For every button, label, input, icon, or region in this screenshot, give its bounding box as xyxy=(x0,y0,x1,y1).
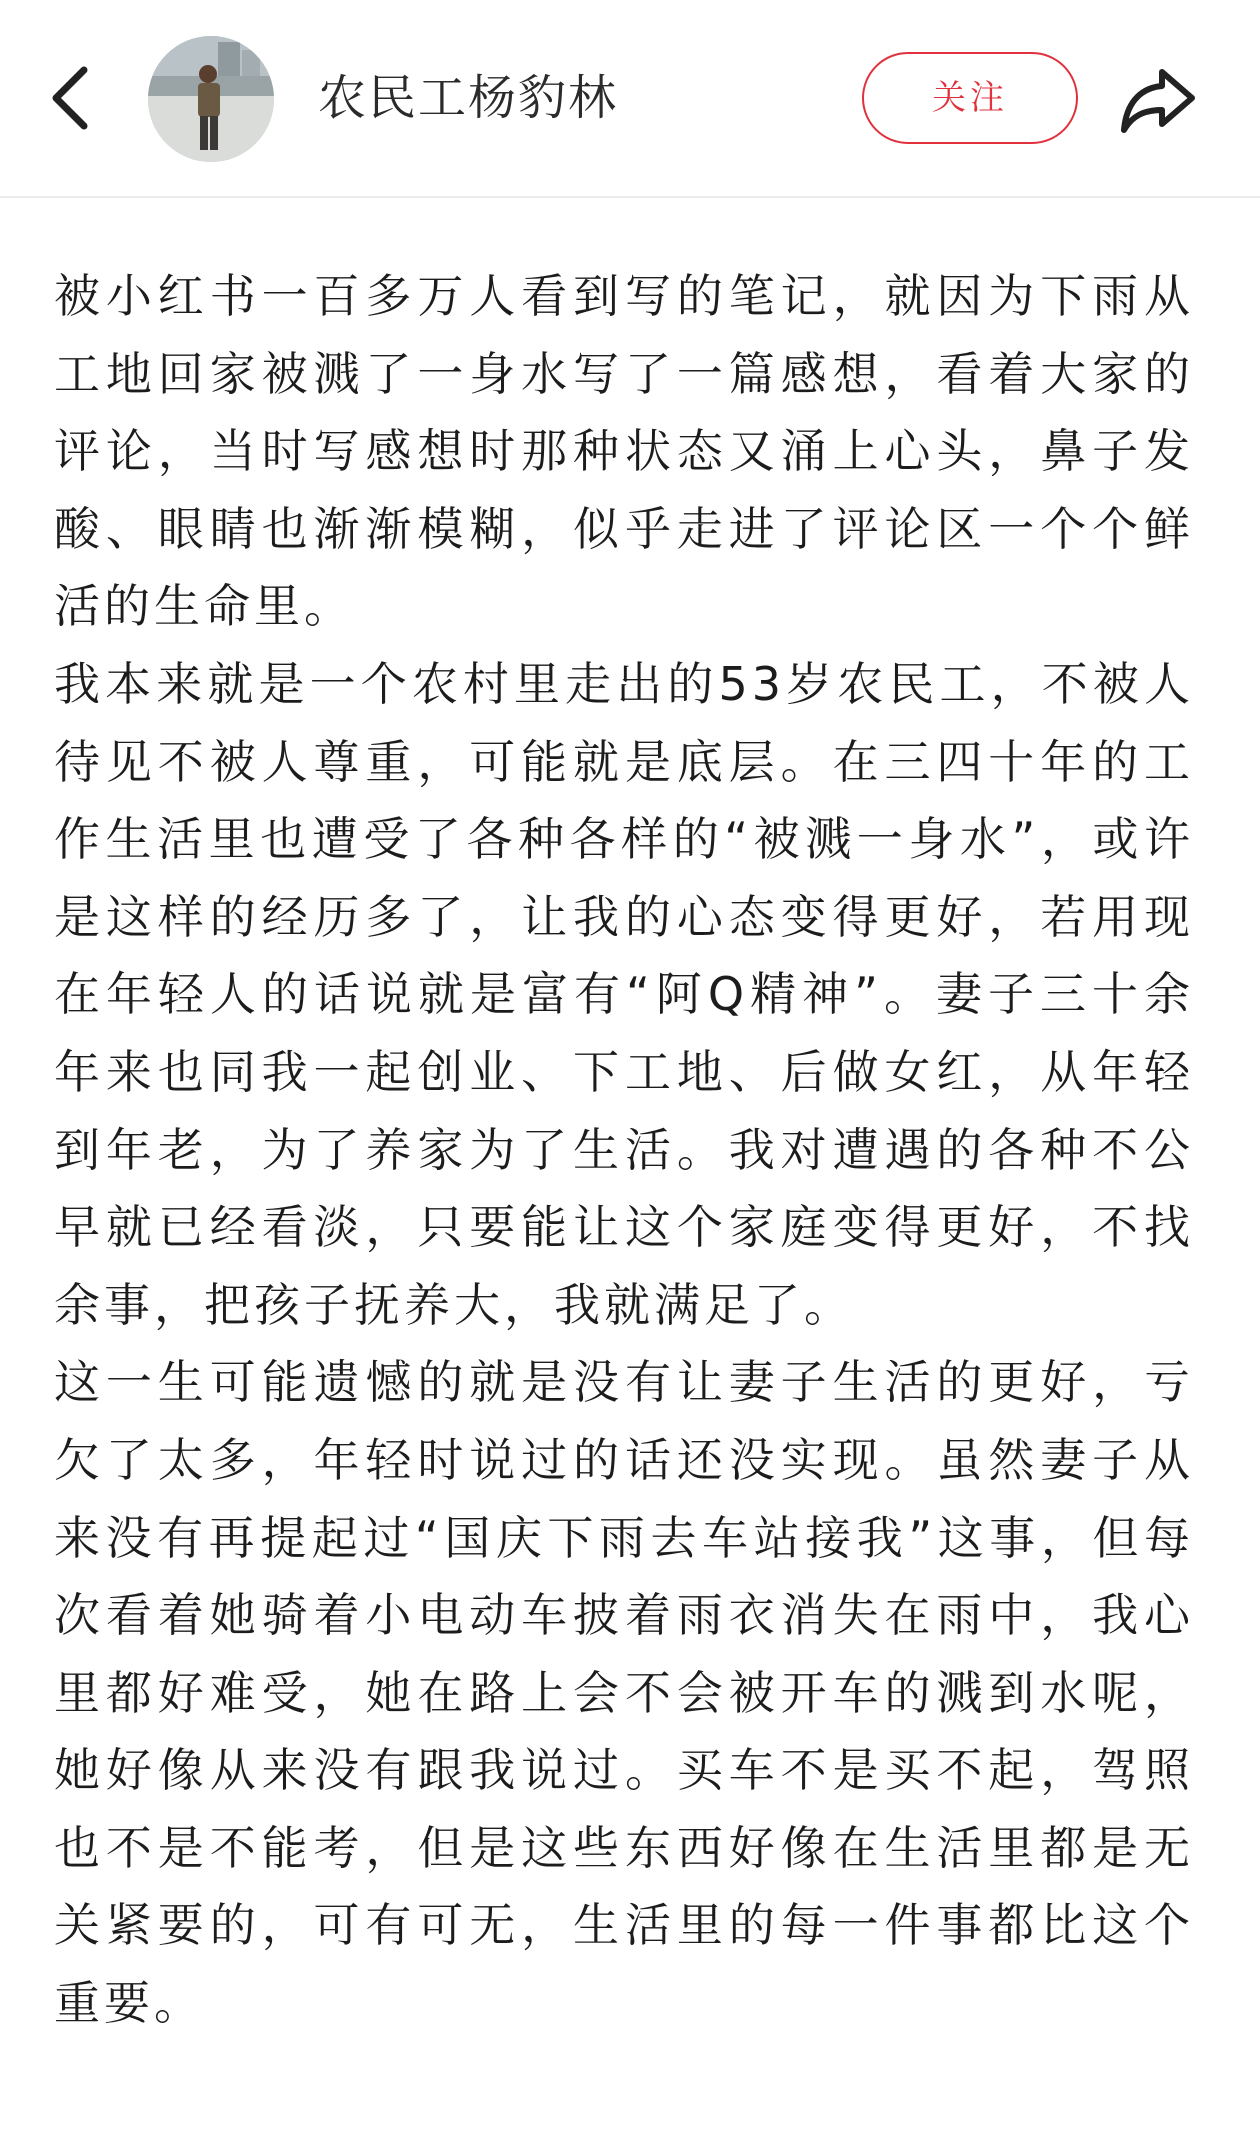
username[interactable]: 农民工杨豹林 xyxy=(318,70,619,126)
user-avatar-photo xyxy=(148,36,274,162)
share-arrow-icon xyxy=(1116,58,1200,142)
post-paragraph-2: 我本来就是一个农村里走出的53岁农民工，不被人待见不被人尊重，可能就是底层。在三四十年的工作生活里也遭受了各种各样的“被溅一身水”，或许是这样的经历多了，让我的心态变得更好，若用现在年轻人的话说就是富有“阿Q精神”。妻子三十余年来也同我一起创业、下工地、后做女红，从年轻到年老，为了养家为了生活。我对遭遇的各种不公早就已经看淡，只要能让这个家庭变得更好，不找余事，把孩子抚养大，我就满足了。 xyxy=(54,656,1194,1332)
share-button[interactable] xyxy=(1116,58,1200,142)
back-button[interactable] xyxy=(44,56,100,140)
top-nav-bar xyxy=(0,0,1260,198)
post-paragraph-3: 这一生可能遗憾的就是没有让妻子生活的更好，亏欠了太多，年轻时说过的话还没实现。虽然妻子从来没有再提起过“国庆下雨去车站接我”这事，但每次看着她骑着小电动车披着雨衣消失在雨中，我心里都好难受，她在路上会不会被开车的溅到水呢，她好像从来没有跟我说过。买车不是买不起，驾照也不是不能考，但是这些东西好像在生活里都是无关紧要的，可有可无，生活里的每一件事都比这个重要。 xyxy=(54,1355,1194,2031)
chevron-left-icon xyxy=(44,56,100,140)
post-paragraph-1: 被小红书一百多万人看到写的笔记，就因为下雨从工地回家被溅了一身水写了一篇感想，看着大家的评论，当时写感想时那种状态又涌上心头，鼻子发酸、眼睛也渐渐模糊，似乎走进了评论区一个个鲜活的生命里。 xyxy=(54,269,1194,634)
avatar[interactable] xyxy=(148,36,274,162)
follow-button[interactable]: 关注 xyxy=(862,52,1078,144)
post-body xyxy=(54,258,1194,2043)
